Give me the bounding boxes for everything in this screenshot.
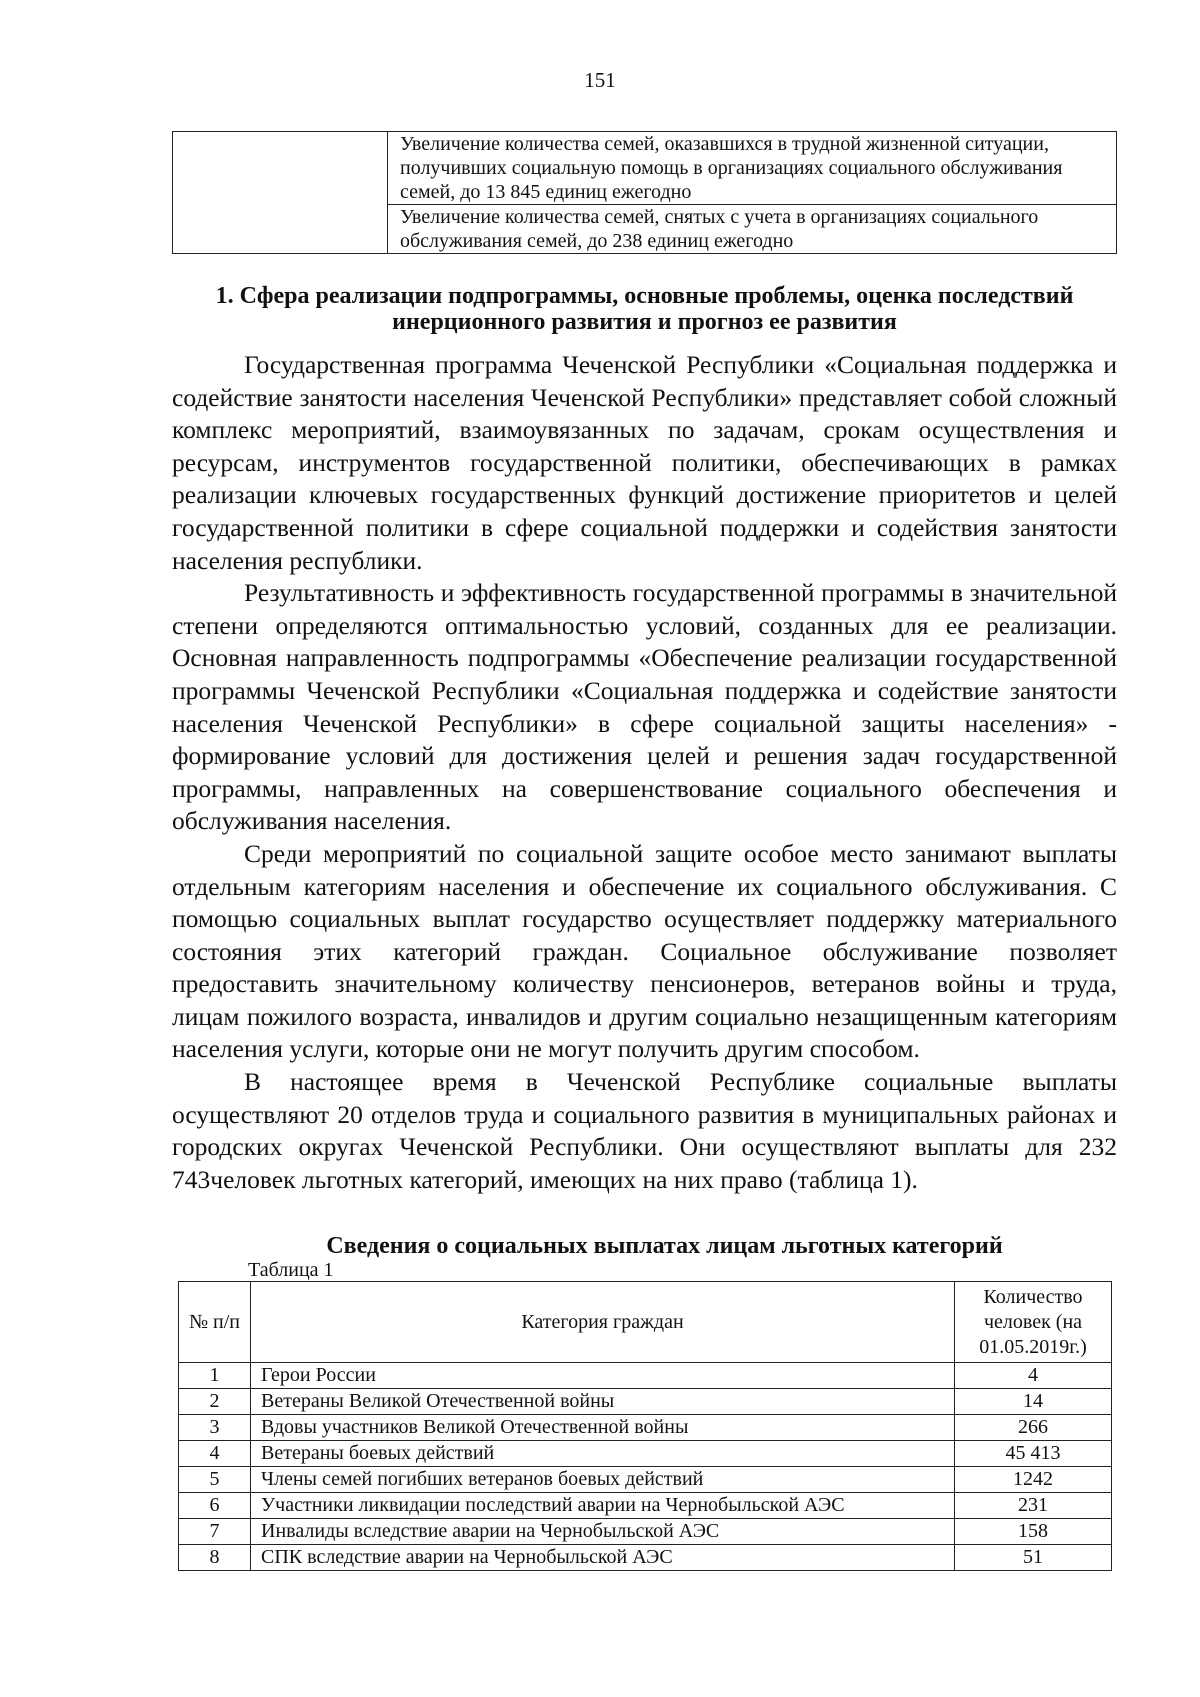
row-number: 2 [179,1389,251,1415]
row-count: 45 413 [955,1441,1112,1467]
header-count: Количество человек (на 01.05.2019г.) [955,1282,1112,1363]
table-title: Сведения о социальных выплатах лицам льготных категорий [326,1233,1003,1259]
section-title: 1. Сфера реализации подпрограммы, основные проблемы, оценка последствий инерционного развития и прогноз ее развития [215,283,1074,335]
goals-table [172,131,1117,254]
row-category: Члены семей погибших ветеранов боевых действий [251,1467,955,1493]
row-number: 5 [179,1467,251,1493]
paragraph: Среди мероприятий по социальной защите особое место занимают выплаты отдельным категориям населения и обеспечение их социального обслуживания. С помощью социальных выплат государство осуществляет поддержку материального состояния этих категорий граждан. Социальное обслуживание позволяет предоставить значительному количеству пенсионеров, ветеранов войны и труда, лицам пожилого возраста, инвалидов и другим социально незащищенным категориям населения услуги, которые они не могут получить другим способом. [172,838,1117,1064]
row-count: 4 [955,1363,1112,1389]
table-row [179,1389,1112,1415]
header-category: Категория граждан [251,1282,955,1363]
row-count: 231 [955,1493,1112,1519]
page-number: 151 [584,68,616,92]
row-category: Участники ликвидации последствий аварии на Чернобыльской АЭС [251,1493,955,1519]
row-category: СПК вследствие аварии на Чернобыльской АЭС [251,1545,955,1571]
row-number: 4 [179,1441,251,1467]
row-category: Ветераны Великой Отечественной войны [251,1389,955,1415]
row-number: 6 [179,1493,251,1519]
row-count: 1242 [955,1467,1112,1493]
row-category: Вдовы участников Великой Отечественной войны [251,1415,955,1441]
table-row [173,132,1117,205]
row-count: 14 [955,1389,1112,1415]
row-number: 7 [179,1519,251,1545]
header-number: № п/п [179,1282,251,1363]
table-header-row [179,1282,1112,1363]
row-number: 3 [179,1415,251,1441]
goal-text: Увеличение количества семей, оказавшихся в трудной жизненной ситуации, получивших социальную помощь в организациях социального обслуживания семей, до 13 845 единиц ежегодно [388,132,1117,205]
paragraph: Государственная программа Чеченской Республики «Социальная поддержка и содействие занятости населения Чеченской Республики» представляет собой сложный комплекс мероприятий, взаимоувязанных по задачам, срокам осуществления и ресурсам, инструментов государственной политики, обеспечивающих в рамках реализации ключевых государственных функций достижение приоритетов и целей государственной политики в сфере социальной поддержки и содействия занятости населения республики. [172,350,1117,575]
goal-text: Увеличение количества семей, снятых с учета в организациях социального обслуживания семей, до 238 единиц ежегодно [388,205,1117,254]
row-count: 158 [955,1519,1112,1545]
paragraph: В настоящее время в Чеченской Республике социальные выплаты осуществляют 20 отделов труда и социального развития в муниципальных районах и городских округах Чеченской Республики. Они осуществляют выплаты для 232 743человек льготных категорий, имеющих на них право (таблица 1). [172,1067,1117,1194]
row-category: Инвалиды вследствие аварии на Чернобыльской АЭС [251,1519,955,1545]
row-count: 51 [955,1545,1112,1571]
table-cell-empty [173,132,388,254]
body-text [172,349,1117,1196]
row-category: Герои России [251,1363,955,1389]
table-row [179,1545,1112,1571]
row-category: Ветераны боевых действий [251,1441,955,1467]
table-row [179,1467,1112,1493]
table-row [179,1441,1112,1467]
table-row [179,1493,1112,1519]
table-label: Таблица 1 [248,1259,334,1281]
row-number: 8 [179,1545,251,1571]
social-payments-table [178,1281,1112,1571]
row-count: 266 [955,1415,1112,1441]
table-row [179,1363,1112,1389]
row-number: 1 [179,1363,251,1389]
table-row [179,1519,1112,1545]
paragraph: Результативность и эффективность государственной программы в значительной степени определяются оптимальностью условий, созданных для ее реализации. Основная направленность подпрограммы «Обеспечение реализации государственной программы Чеченской Республики «Социальная поддержка и содействие занятости населения Чеченской Республики» в сфере социальной защиты населения» - формирование условий для достижения целей и решения задач государственной программы, направленных на совершенствование социального обеспечения и обслуживания населения. [172,578,1117,836]
table-row [179,1415,1112,1441]
